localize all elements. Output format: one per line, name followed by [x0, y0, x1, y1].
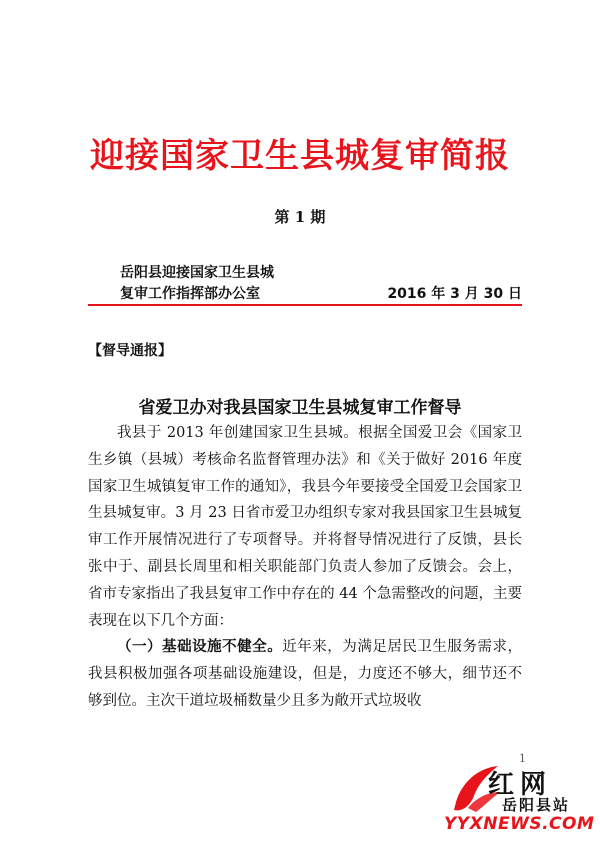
article-paragraph: 我县于 2013 年创建国家卫生县城。根据全国爱卫会《国家卫生乡镇（县城）考核命名监督管理办法》和《关于做好 2016 年度国家卫生城镇复审工作的通知》，我县今年要接受全国爱卫会国家卫生县城复审。3 月 23 日省市爱卫办组织专家对我县国家卫生县城复审工作开展情况进行了专项督导。并将督导情况进行了反馈，县长张中于、副县长周里和相关职能部门负责人参加了反馈会。会上，省市专家指出了我县复审工作中存在的 44 个急需整改的问题，主要表现在以下几个方面： [88, 425, 522, 629]
site-watermark [444, 760, 594, 844]
page-number: 1 [519, 752, 526, 765]
issue-date: 2016 年 3 月 30 日 [387, 286, 522, 302]
bulletin-title: 迎接国家卫生县城复审简报 [90, 136, 510, 176]
watermark-station: 岳阳县站 [502, 796, 571, 814]
watermark-brand: 红网 [488, 770, 553, 800]
issue-number: 第 1 期 [274, 208, 326, 226]
header-divider [88, 304, 522, 306]
watermark-url: YYXNEWS.COM [444, 814, 595, 834]
article-paragraph-item1 [88, 634, 522, 714]
issuer-line-1: 岳阳县迎接国家卫生县城 [120, 265, 274, 281]
article-body [88, 420, 522, 715]
article-title: 省爱卫办对我县国家卫生县城复审工作督导 [138, 398, 462, 418]
item-heading: （一）基础设施不健全。 [117, 639, 283, 656]
section-label: 【督导通报】 [88, 343, 172, 359]
item-text: 近年来，为满足居民卫生服务需求，我县积极加强各项基础设施建设，但是，力度还不够大，细节还不够到位。主次干道垃圾桶数量少且多为敞开式垃圾收 [88, 639, 523, 709]
issuer-line-2: 复审工作指挥部办公室 [120, 286, 260, 302]
